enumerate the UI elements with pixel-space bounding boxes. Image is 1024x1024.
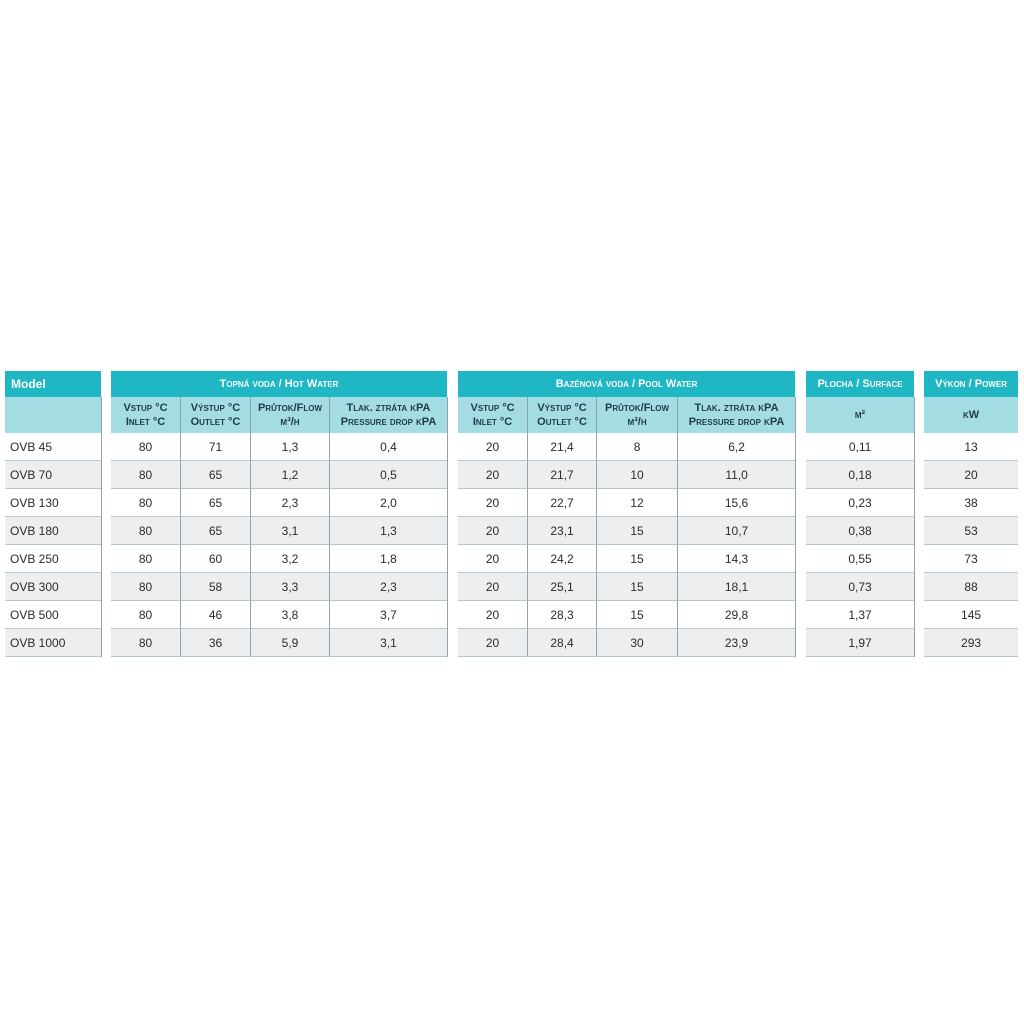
pool-water-cell: 21,7 bbox=[527, 461, 596, 489]
subheader-hot-pressure: Tlak. ztráta kPA Pressure drop kPA bbox=[329, 397, 447, 433]
specification-table bbox=[5, 371, 1018, 657]
hot-water-cell: 80 bbox=[111, 601, 180, 629]
subheader-hot-inlet: Vstup °C Inlet °C bbox=[111, 397, 180, 433]
hot-water-cell: 80 bbox=[111, 433, 180, 461]
pool-water-cell: 20 bbox=[458, 629, 527, 657]
hot-water-cell: 80 bbox=[111, 573, 180, 601]
subheader-pool-outlet: Výstup °C Outlet °C bbox=[527, 397, 596, 433]
pool-water-cell: 25,1 bbox=[527, 573, 596, 601]
header-power: Výkon / Power bbox=[924, 371, 1018, 397]
pool-water-cell: 14,3 bbox=[677, 545, 795, 573]
table-row bbox=[5, 545, 1018, 573]
pool-water-cell: 10,7 bbox=[677, 517, 795, 545]
header-model: Model bbox=[5, 371, 101, 397]
pool-water-cell: 21,4 bbox=[527, 433, 596, 461]
pool-water-cell: 20 bbox=[458, 489, 527, 517]
pool-water-cell: 6,2 bbox=[677, 433, 795, 461]
pool-water-cell: 11,0 bbox=[677, 461, 795, 489]
table-row bbox=[5, 433, 1018, 461]
model-cell: OVB 70 bbox=[5, 461, 101, 489]
model-cell: OVB 300 bbox=[5, 573, 101, 601]
power-cell: 20 bbox=[924, 461, 1018, 489]
pool-water-cell: 23,1 bbox=[527, 517, 596, 545]
pool-water-cell: 20 bbox=[458, 545, 527, 573]
model-cell: OVB 250 bbox=[5, 545, 101, 573]
model-cell: OVB 130 bbox=[5, 489, 101, 517]
table-row bbox=[5, 573, 1018, 601]
power-cell: 293 bbox=[924, 629, 1018, 657]
hot-water-cell: 46 bbox=[180, 601, 250, 629]
power-cell: 88 bbox=[924, 573, 1018, 601]
hot-water-cell: 80 bbox=[111, 545, 180, 573]
surface-cell: 0,55 bbox=[806, 545, 914, 573]
hot-water-cell: 3,7 bbox=[329, 601, 447, 629]
surface-cell: 0,23 bbox=[806, 489, 914, 517]
power-cell: 145 bbox=[924, 601, 1018, 629]
table-row bbox=[5, 601, 1018, 629]
hot-water-cell: 0,4 bbox=[329, 433, 447, 461]
hot-water-cell: 3,3 bbox=[250, 573, 329, 601]
hot-water-cell: 65 bbox=[180, 489, 250, 517]
pool-water-cell: 10 bbox=[596, 461, 677, 489]
subheader-pool-pressure: Tlak. ztráta kPA Pressure drop kPA bbox=[677, 397, 795, 433]
header-surface: Plocha / Surface bbox=[806, 371, 914, 397]
hot-water-cell: 2,3 bbox=[250, 489, 329, 517]
group-header-row bbox=[5, 371, 1018, 397]
hot-water-cell: 3,1 bbox=[250, 517, 329, 545]
pool-water-cell: 23,9 bbox=[677, 629, 795, 657]
pool-water-cell: 15 bbox=[596, 601, 677, 629]
pool-water-cell: 18,1 bbox=[677, 573, 795, 601]
hot-water-cell: 80 bbox=[111, 629, 180, 657]
pool-water-cell: 29,8 bbox=[677, 601, 795, 629]
surface-cell: 0,18 bbox=[806, 461, 914, 489]
model-cell: OVB 45 bbox=[5, 433, 101, 461]
hot-water-cell: 80 bbox=[111, 517, 180, 545]
pool-water-cell: 20 bbox=[458, 601, 527, 629]
power-cell: 53 bbox=[924, 517, 1018, 545]
hot-water-cell: 1,8 bbox=[329, 545, 447, 573]
pool-water-cell: 24,2 bbox=[527, 545, 596, 573]
table-row bbox=[5, 489, 1018, 517]
hot-water-cell: 60 bbox=[180, 545, 250, 573]
hot-water-cell: 3,2 bbox=[250, 545, 329, 573]
hot-water-cell: 1,3 bbox=[329, 517, 447, 545]
model-cell: OVB 180 bbox=[5, 517, 101, 545]
table-row bbox=[5, 629, 1018, 657]
hot-water-cell: 65 bbox=[180, 517, 250, 545]
pool-water-cell: 12 bbox=[596, 489, 677, 517]
surface-cell: 0,73 bbox=[806, 573, 914, 601]
subheader-surface-unit: m² bbox=[806, 397, 914, 433]
column-header-row bbox=[5, 397, 1018, 433]
hot-water-cell: 2,3 bbox=[329, 573, 447, 601]
hot-water-cell: 0,5 bbox=[329, 461, 447, 489]
pool-water-cell: 20 bbox=[458, 517, 527, 545]
hot-water-cell: 2,0 bbox=[329, 489, 447, 517]
hot-water-cell: 71 bbox=[180, 433, 250, 461]
hot-water-cell: 5,9 bbox=[250, 629, 329, 657]
model-cell: OVB 500 bbox=[5, 601, 101, 629]
subheader-pool-inlet: Vstup °C Inlet °C bbox=[458, 397, 527, 433]
model-cell: OVB 1000 bbox=[5, 629, 101, 657]
hot-water-cell: 58 bbox=[180, 573, 250, 601]
subheader-power-unit: kW bbox=[924, 397, 1018, 433]
pool-water-cell: 20 bbox=[458, 573, 527, 601]
subheader-hot-flow: Průtok/Flow m³/h bbox=[250, 397, 329, 433]
hot-water-cell: 3,8 bbox=[250, 601, 329, 629]
pool-water-cell: 20 bbox=[458, 461, 527, 489]
hot-water-cell: 65 bbox=[180, 461, 250, 489]
power-cell: 13 bbox=[924, 433, 1018, 461]
pool-water-cell: 30 bbox=[596, 629, 677, 657]
pool-water-cell: 8 bbox=[596, 433, 677, 461]
surface-cell: 1,37 bbox=[806, 601, 914, 629]
hot-water-cell: 1,3 bbox=[250, 433, 329, 461]
header-pool-water: Bazénová voda / Pool Water bbox=[458, 371, 795, 397]
pool-water-cell: 15,6 bbox=[677, 489, 795, 517]
pool-water-cell: 15 bbox=[596, 545, 677, 573]
power-cell: 73 bbox=[924, 545, 1018, 573]
pool-water-cell: 22,7 bbox=[527, 489, 596, 517]
hot-water-cell: 1,2 bbox=[250, 461, 329, 489]
pool-water-cell: 28,4 bbox=[527, 629, 596, 657]
surface-cell: 1,97 bbox=[806, 629, 914, 657]
table-row bbox=[5, 517, 1018, 545]
hot-water-cell: 3,1 bbox=[329, 629, 447, 657]
hot-water-cell: 80 bbox=[111, 461, 180, 489]
pool-water-cell: 15 bbox=[596, 517, 677, 545]
hot-water-cell: 80 bbox=[111, 489, 180, 517]
pool-water-cell: 15 bbox=[596, 573, 677, 601]
table-row bbox=[5, 461, 1018, 489]
surface-cell: 0,38 bbox=[806, 517, 914, 545]
subheader-hot-outlet: Výstup °C Outlet °C bbox=[180, 397, 250, 433]
pool-water-cell: 20 bbox=[458, 433, 527, 461]
power-cell: 38 bbox=[924, 489, 1018, 517]
pool-water-cell: 28,3 bbox=[527, 601, 596, 629]
subheader-model-blank bbox=[5, 397, 101, 433]
hot-water-cell: 36 bbox=[180, 629, 250, 657]
subheader-pool-flow: Průtok/Flow m³/h bbox=[596, 397, 677, 433]
header-hot-water: Topná voda / Hot Water bbox=[111, 371, 447, 397]
surface-cell: 0,11 bbox=[806, 433, 914, 461]
